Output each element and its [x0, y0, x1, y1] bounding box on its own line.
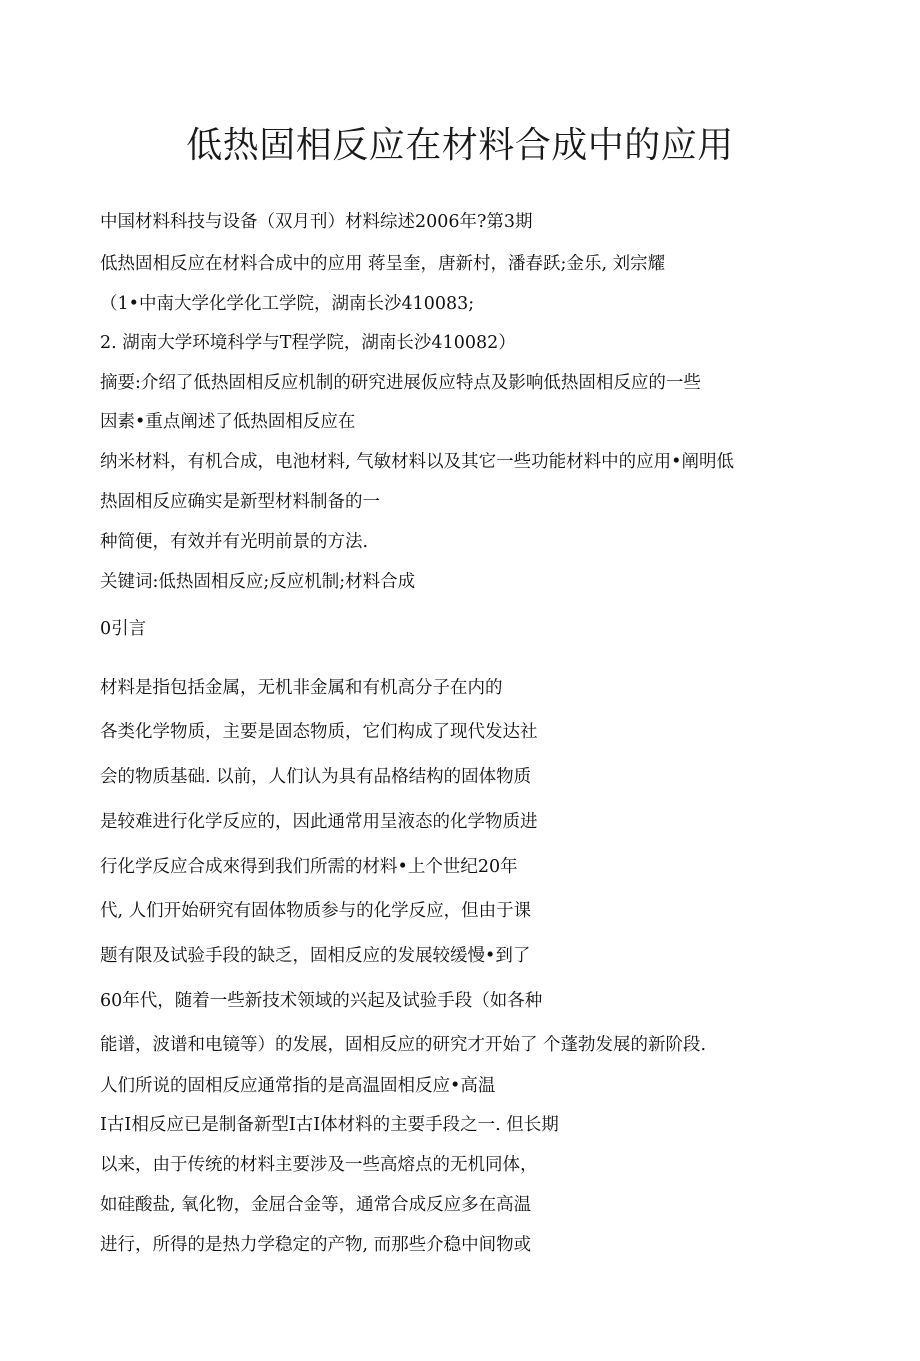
affiliation-line-2: 2. 湖南大学环境科学与T程学院，湖南长沙410082）	[100, 333, 516, 353]
abstract-line-4: 热固相反应确实是新型材料制备的一	[100, 492, 380, 512]
body-line: 会的物质基础. 以前，人们认为具有品格结构的固体物质	[100, 767, 532, 787]
affiliation-line-1: （1•中南大学化学化工学院，湖南长沙410083;	[100, 294, 475, 314]
body-line: 材料是指包括金属，无机非金属和有机高分子在内的	[100, 678, 503, 698]
abstract-line-1: 摘要:介绍了低热固相反应机制的研究进展仮应特点及影响低热固相反应的一些	[100, 373, 701, 393]
section-heading-introduction: 0引言	[100, 619, 147, 639]
keywords-line: 关键词:低热固相反应;反应机制;材料合成	[100, 572, 416, 592]
journal-info-line: 中国材料科技与设备（双月刊）材料综述2006年?第3期	[100, 212, 533, 232]
abstract-line-5: 种简便，有效并有光明前景的方法.	[100, 532, 369, 552]
body-line: 能谱，波谱和电镜等）的发展，固相反应的研究才开始了 个蓬勃发展的新阶段.	[100, 1035, 707, 1055]
body-line: 如硅酸盐, 氧化物，金屈合金等，通常合成反应多在高温	[100, 1195, 532, 1215]
title-authors-line: 低热固相反应在材料合成中的应用 蒋呈奎，唐新村，潘春跃;金乐, 刘宗耀	[100, 254, 666, 274]
body-line: 60年代，随着一些新技术领域的兴起及试验手段（如各种	[100, 991, 543, 1011]
body-line: 以来，由于传统的材料主要涉及一些高熔点的无机同体，	[100, 1155, 538, 1175]
body-line: 行化学反应合成來得到我们所需的材料•上个世纪20年	[100, 857, 518, 877]
body-line: 人们所说的固相反应通常指的是高温固相反应•高温	[100, 1076, 496, 1096]
body-line: 各类化学物质，主要是固态物质，它们构成了现代发达社	[100, 722, 538, 742]
body-line: 题有限及试验手段的缺乏，固相反应的发展较缓慢•到了	[100, 946, 531, 966]
document-title: 低热固相反应在材料合成中的应用	[186, 125, 734, 166]
body-line: 是较难进行化学反应的，因此通常用呈液态的化学物质进	[100, 812, 538, 832]
body-line: 进行，所得的是热力学稳定的产物, 而那些介稳中间物或	[100, 1235, 532, 1255]
abstract-line-2: 因素•重点阐述了低热固相反应在	[100, 412, 356, 432]
body-line: I古I相反应已是制备新型I古I体材料的主要手段之一. 但长期	[100, 1115, 559, 1135]
body-line: 代, 人们开始研究有固体物质参与的化学反应，但由于课	[100, 901, 532, 921]
abstract-line-3: 纳米材料，有机合成，电池材料, 气敏材料以及其它一些功能材料中的应用•阐明低	[100, 452, 734, 472]
